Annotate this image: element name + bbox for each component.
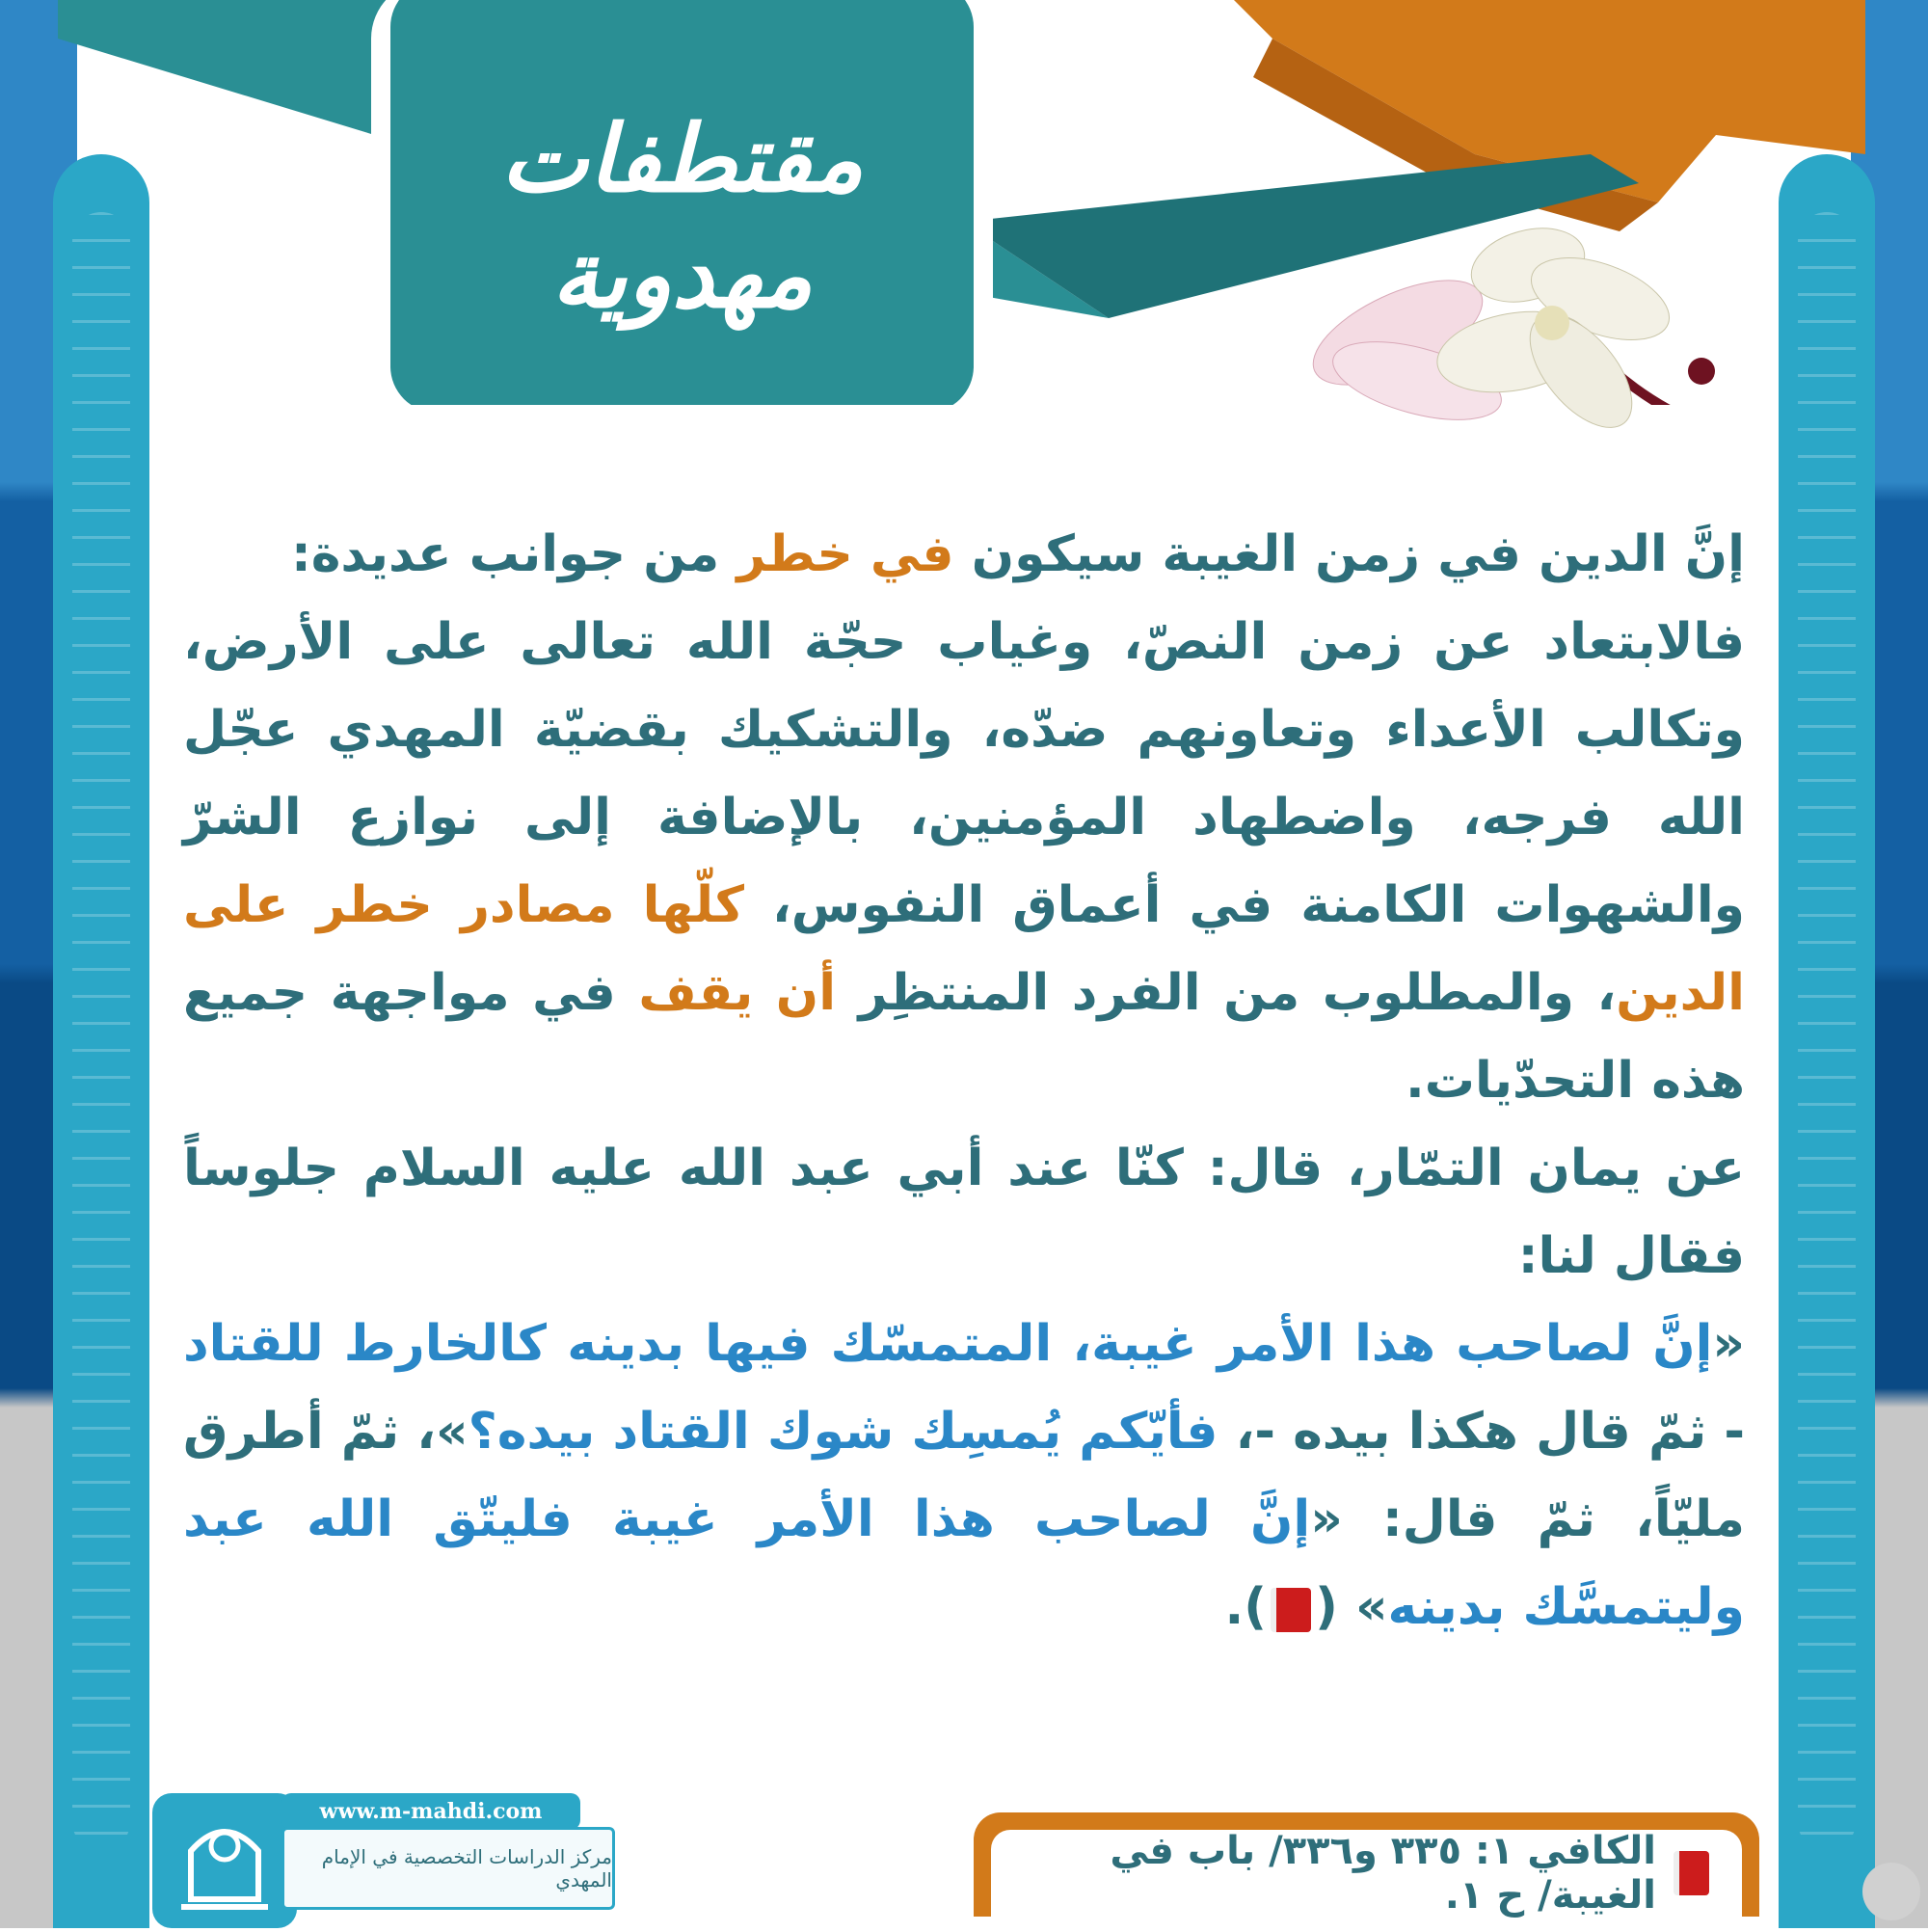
body-text-middle: ، والمطلوب من الفرد المنتظِر xyxy=(836,964,1617,1022)
paren-close: ). xyxy=(1224,1578,1268,1636)
right-calligraphy-pattern xyxy=(1798,212,1856,1851)
body-text-end: في مواجهة جميع هذه التحدّيات. xyxy=(183,964,1745,1110)
body-text: فالابتعاد عن زمن النصّ، وغياب حجّة الله تعالى على الأرض، وتكالب الأعداء وتعاونهم ضدّه، والتشكيك بقضيّة المهدي عجّل الله فرجه، واضطهاد المؤمنين، بالإضافة إلى نوازع الشرّ والشهوات الكامنة في أعماق النفوس، xyxy=(183,613,1745,934)
body-highlight-sources: كلّها مصادر خطر على الدين xyxy=(183,876,1745,1022)
lily-petals xyxy=(1299,217,1680,445)
intro-text-end: من جوانب عديدة: xyxy=(290,525,737,583)
intro-highlight-khatar: خطر xyxy=(736,525,853,583)
book-icon xyxy=(1271,1588,1311,1632)
intro-space xyxy=(853,525,870,583)
intro-paragraph xyxy=(183,511,1745,599)
hadith-connector: »، ثمّ أطرق مليّاً، ثمّ قال: « xyxy=(183,1403,1745,1548)
corner-watermark-logo xyxy=(1862,1863,1920,1920)
hadith-quote-1: إنَّ لصاحب هذا الأمر غيبة، المتمسّك فيها بدينه كالخارط للقتاد xyxy=(183,1315,1713,1373)
body-highlight-stand: أن يقف xyxy=(638,964,837,1022)
reference-box-inner xyxy=(991,1830,1742,1917)
reference-text: الكافي ١: ٣٣٥ و٣٣٦/ باب في الغيبة/ ح ١. xyxy=(1110,1829,1656,1918)
narration-intro: عن يمان التمّار، قال: كنّا عند أبي عبد الله عليه السلام جلوساً فقال لنا: xyxy=(183,1140,1745,1285)
left-calligraphy-pattern xyxy=(72,212,130,1851)
hadith-quote-2: فأيّكم يُمسِك شوك القتاد بيده؟ xyxy=(468,1403,1218,1461)
left-decorative-panel xyxy=(53,154,149,1928)
body-paragraph xyxy=(183,599,1745,1125)
center-logo xyxy=(152,1793,297,1928)
right-decorative-panel xyxy=(1779,154,1875,1928)
center-name-logo: مركز الدراسات التخصصية في الإمام المهدي xyxy=(281,1827,615,1910)
intro-highlight-fi: في xyxy=(870,525,954,583)
quote-open: « xyxy=(1712,1315,1745,1373)
mosque-logo-icon xyxy=(152,1793,297,1928)
reference-book-icon xyxy=(1674,1851,1709,1895)
narration-paragraph xyxy=(183,1125,1745,1651)
banner-title: مقتطفات مهدوية xyxy=(500,104,864,329)
quote-close: » ( xyxy=(1315,1578,1388,1636)
reference-box xyxy=(974,1812,1759,1917)
intro-text: إنَّ الدين في زمن الغيبة سيكون xyxy=(953,525,1745,583)
hadith-quote-3: إنَّ لصاحب هذا الأمر غيبة فليتّق الله عبد وليتمسَّك بدينه xyxy=(183,1490,1745,1636)
main-text xyxy=(183,511,1745,1651)
hadith-gesture-note: - ثمّ قال هكذا بيده -، xyxy=(1218,1403,1745,1461)
website-url[interactable]: www.m-mahdi.com xyxy=(281,1793,580,1830)
lily-flower-image xyxy=(1282,207,1745,477)
